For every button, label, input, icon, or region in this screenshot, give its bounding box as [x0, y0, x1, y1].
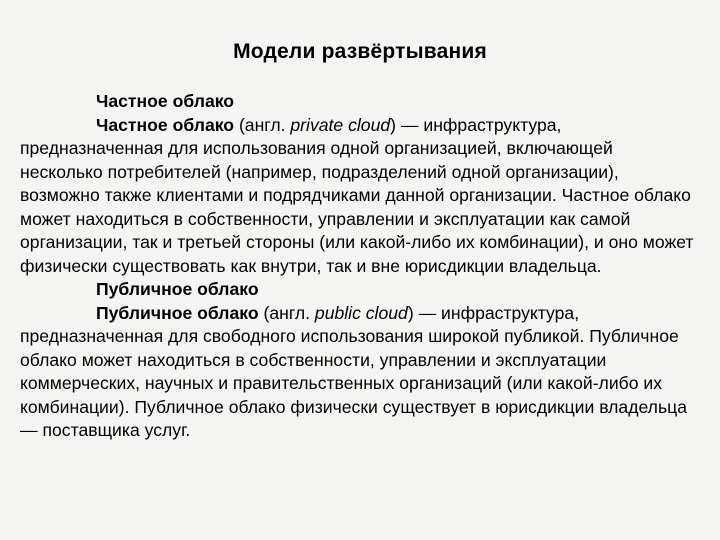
english-term-public-cloud: public cloud: [314, 302, 408, 323]
english-term-private-cloud: private cloud: [290, 114, 391, 135]
term-private-cloud: Частное облако: [96, 114, 235, 135]
section-paragraph-public-cloud: [20, 302, 700, 443]
definition-private-cloud: ) — инфраструктура, предназначенная для использования одной организацией, включающей несколько потребителей (например, подразделений одной организации), возможно также клиентами и подрядчиками данной организации. Частное облако может находиться в собственности, управлении и эксплуатации как самой организации, так и третьей стороны (или какой-либо их комбинации), и оно может физически существовать как внутри, так и вне юрисдикции владельца.: [20, 114, 694, 276]
section-paragraph-private-cloud: [20, 114, 700, 279]
slide-content: [20, 90, 700, 443]
section-heading-public-cloud: Публичное облако: [96, 279, 259, 299]
definition-public-cloud: ) — инфраструктура, предназначенная для свободного использования широкой публикой. Публичное облако может находиться в собственности, управлении и эксплуатации коммерческих, научных и правительственных организаций (или какой-либо их комбинации). Публичное облако физически существует в юрисдикции владельца — поставщика услуг.: [20, 302, 687, 440]
slide-title: Модели развёртывания: [233, 40, 487, 63]
term-public-cloud: Публичное облако: [96, 302, 259, 323]
lang-prefix: (англ.: [234, 114, 291, 135]
lang-prefix: (англ.: [258, 302, 315, 323]
section-heading-private-cloud: Частное облако: [96, 91, 235, 111]
